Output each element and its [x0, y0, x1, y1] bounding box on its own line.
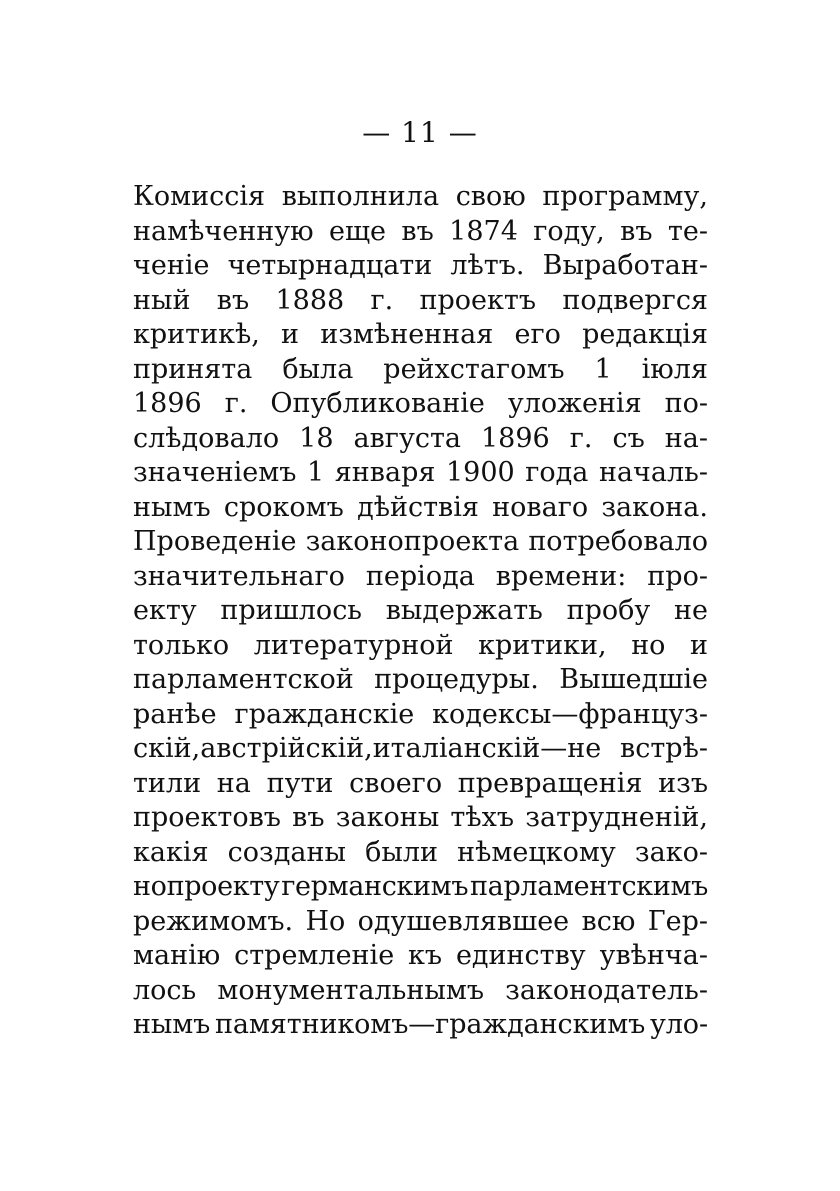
word: увѣнча- [599, 940, 708, 971]
word: его [514, 319, 561, 350]
word: встрѣ- [620, 733, 708, 764]
word: слѣдовало [133, 422, 280, 454]
text-line [133, 249, 708, 284]
word: те- [667, 215, 708, 247]
word: пришлось [220, 595, 363, 626]
word: тили [133, 767, 202, 799]
word: законопроекта [305, 526, 520, 557]
word: выполнила [281, 181, 440, 212]
word: выдержать [385, 595, 543, 626]
word: дѣйствія [357, 491, 479, 523]
word: значительнаго [133, 560, 345, 592]
word: критикѣ, [133, 319, 260, 350]
word: нымъ [133, 1009, 211, 1040]
word: рейхстагомъ [383, 353, 565, 385]
word: критики, [478, 629, 607, 661]
word: литературной [253, 629, 454, 661]
text-line [133, 284, 708, 319]
word: зако- [634, 836, 708, 868]
word: закона. [601, 491, 708, 523]
word: законы [335, 802, 440, 833]
word: только [133, 629, 230, 661]
word: значеніемъ [133, 457, 297, 488]
word: парламентской [133, 664, 354, 695]
word: срокомъ [223, 491, 344, 523]
word: одушевлявшее [357, 905, 570, 937]
text-line [133, 215, 708, 250]
word: режимомъ. [133, 905, 294, 937]
word: нопроекту [133, 871, 280, 902]
word: Проведеніе [133, 526, 297, 557]
word: законодатель- [505, 974, 708, 1006]
word: въ [401, 215, 434, 247]
word: пробу [566, 595, 651, 626]
text-line [133, 594, 708, 629]
word: ный [133, 284, 191, 316]
word: проектъ [419, 284, 537, 316]
word: какія [133, 836, 209, 868]
word: августа [353, 422, 461, 454]
text-line [133, 905, 708, 940]
word: г. [569, 422, 593, 454]
text-line [133, 767, 708, 802]
word: 18 [299, 422, 334, 454]
word: уло- [649, 1009, 708, 1040]
word: редакція [582, 319, 708, 350]
word: скій,австрійскій,италіанскій—не [133, 733, 602, 764]
word: измѣненная [320, 319, 494, 350]
word: подвергся [562, 284, 708, 316]
word: четырнадцати [227, 250, 433, 281]
text-line [133, 422, 708, 457]
text-line [133, 801, 708, 836]
word: своего [349, 767, 443, 799]
word: году, [533, 215, 605, 247]
word: 1 [594, 353, 612, 385]
word: парламентскимъ [470, 871, 708, 902]
word: гражданскіе [234, 698, 415, 730]
text-line [133, 836, 708, 871]
text-line [133, 629, 708, 664]
word: кодексы—француз- [432, 698, 708, 730]
word: въ [292, 802, 325, 833]
word: Опубликованіе [270, 388, 485, 419]
word: лось [133, 974, 197, 1006]
text-line [133, 974, 708, 1009]
word: на [216, 767, 251, 799]
word: ченіе [133, 250, 210, 281]
word: Но [305, 905, 346, 937]
text-line [133, 353, 708, 388]
word: 1888 [275, 284, 345, 316]
word: Вышедшіе [559, 664, 708, 695]
word: затрудненій, [525, 802, 708, 833]
word: еще [328, 215, 387, 247]
word: были [365, 836, 438, 868]
word: ранѣе [133, 698, 217, 730]
word: пути [266, 767, 334, 799]
word: въ [216, 284, 250, 316]
word: началь- [598, 457, 708, 488]
word: въ [620, 215, 653, 247]
word: намѣченную [133, 215, 314, 247]
word: новаго [492, 491, 589, 523]
word: Выработан- [542, 250, 708, 281]
word: созданы [227, 836, 346, 868]
word: монументальнымъ [217, 974, 485, 1006]
word: г. [370, 284, 394, 316]
word: 1 [307, 457, 325, 488]
word: свою [455, 181, 526, 212]
word: изъ [658, 767, 708, 799]
word: и [281, 319, 300, 350]
page-number: — 11 — [362, 116, 478, 149]
word: времени: [495, 560, 627, 592]
text-line [133, 318, 708, 353]
text-line [133, 939, 708, 974]
body-text [133, 180, 708, 1043]
word: всю [581, 905, 636, 937]
word: года [525, 457, 589, 488]
word: по- [664, 388, 708, 419]
word: января [334, 457, 436, 488]
word: не [674, 595, 708, 626]
word: съ [612, 422, 645, 454]
word: программу, [542, 181, 708, 212]
word: къ [408, 940, 443, 971]
text-line [133, 456, 708, 491]
word: 1896 [481, 422, 550, 454]
word: нѣмецкому [457, 836, 616, 868]
word: уложенія [507, 388, 642, 419]
text-line [133, 387, 708, 422]
word: но [631, 629, 666, 661]
text-line [133, 525, 708, 560]
word: нымъ [133, 491, 211, 523]
word: екту [133, 595, 197, 626]
text-line [133, 180, 708, 215]
word: г. [224, 388, 248, 419]
word: Комиссія [133, 181, 266, 212]
text-line [133, 663, 708, 698]
word: германскимъ [281, 871, 469, 902]
text-line [133, 560, 708, 595]
word: превращенія [457, 767, 643, 799]
word: про- [647, 560, 708, 592]
word: памятникомъ—гражданскимъ [215, 1009, 646, 1040]
word: на- [664, 422, 708, 454]
word: періода [365, 560, 475, 592]
word: процедуры. [374, 664, 539, 695]
text-line [133, 1008, 708, 1043]
word: манію [133, 940, 221, 971]
word: іюля [641, 353, 708, 385]
text-line [133, 491, 708, 526]
word: тѣхъ [450, 802, 515, 833]
word: лѣтъ. [450, 250, 525, 281]
word: была [282, 353, 354, 385]
word: потребовало [528, 526, 708, 557]
word: стремленіе [234, 940, 395, 971]
word: 1896 [133, 388, 202, 419]
text-line [133, 870, 708, 905]
word: и [690, 629, 708, 661]
word: 1874 [449, 215, 518, 247]
word: принята [133, 353, 253, 385]
word: Гер- [647, 905, 708, 937]
text-line [133, 732, 708, 767]
word: проектовъ [133, 802, 281, 833]
word: 1900 [445, 457, 515, 488]
text-line [133, 698, 708, 733]
word: единству [455, 940, 586, 971]
